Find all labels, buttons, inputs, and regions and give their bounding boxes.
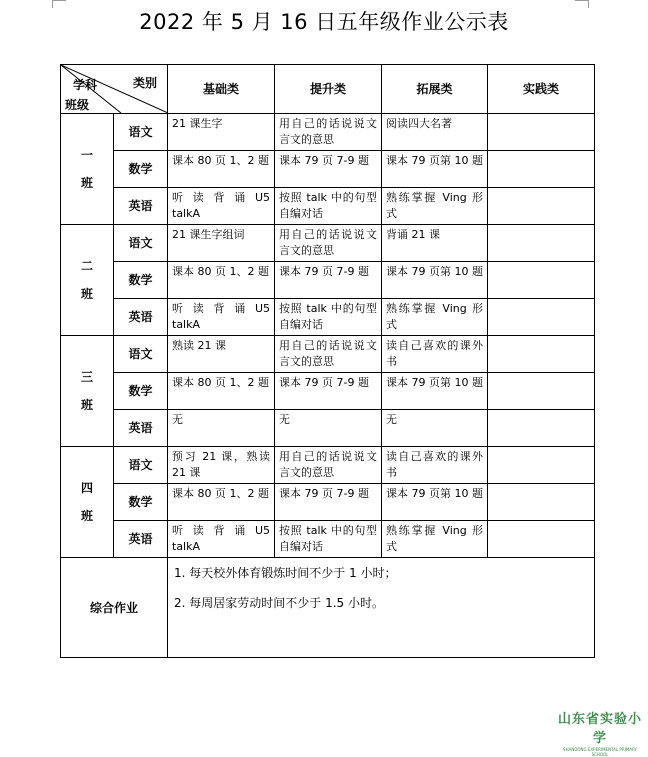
- extend-cell: 熟练掌握 Ving 形式: [382, 188, 488, 225]
- class-row: [61, 299, 595, 336]
- practice-cell: [488, 225, 595, 262]
- practice-cell: [488, 299, 595, 336]
- header-category-label: 类别: [132, 76, 157, 90]
- extend-cell: 熟练掌握 Ving 形式: [382, 299, 488, 336]
- extend-cell: 无: [382, 410, 488, 447]
- header-row: [61, 65, 595, 114]
- practice-cell: [488, 114, 595, 151]
- homework-table: [60, 64, 595, 658]
- class-name-char: 三: [80, 370, 93, 384]
- class-row: [61, 336, 595, 373]
- basic-cell: 21 课生字: [168, 114, 275, 151]
- subject-cell: 语文: [114, 336, 168, 373]
- improve-cell: 课本 79 页 7-9 题: [275, 484, 382, 521]
- header-extend: 拓展类: [382, 65, 488, 114]
- extend-cell: 熟练掌握 Ving 形式: [382, 521, 488, 558]
- class-name-char: 四: [80, 481, 93, 495]
- improve-cell: 按照 talk 中的句型自编对话: [275, 299, 382, 336]
- subject-cell: 英语: [114, 410, 168, 447]
- summary-item: 1. 每天校外体育锻炼时间不少于 1 小时；: [174, 566, 397, 580]
- header-practice: 实践类: [488, 65, 595, 114]
- subject-cell: 语文: [114, 114, 168, 151]
- basic-cell: 课本 80 页 1、2 题: [168, 373, 275, 410]
- summary-item: 2. 每周居家劳动时间不少于 1.5 小时。: [174, 596, 384, 610]
- subject-cell: 语文: [114, 225, 168, 262]
- practice-cell: [488, 410, 595, 447]
- subject-cell: 英语: [114, 188, 168, 225]
- improve-cell: 无: [275, 410, 382, 447]
- subject-cell: 数学: [114, 262, 168, 299]
- header-diagonal-cell: [61, 65, 168, 114]
- practice-cell: [488, 373, 595, 410]
- class-row: [61, 447, 595, 484]
- school-logo-cn: 山东省实验小学: [557, 712, 642, 746]
- header-improve: 提升类: [275, 65, 382, 114]
- improve-cell: 用自己的话说说文言文的意思: [275, 447, 382, 484]
- extend-cell: 课本 79 页第 10 题: [382, 373, 488, 410]
- practice-cell: [488, 262, 595, 299]
- subject-cell: 数学: [114, 373, 168, 410]
- basic-cell: 21 课生字组词: [168, 225, 275, 262]
- practice-cell: [488, 151, 595, 188]
- basic-cell: 无: [168, 410, 275, 447]
- basic-cell: 预习 21 课，熟读 21 课: [168, 447, 275, 484]
- subject-cell: 数学: [114, 484, 168, 521]
- class-name-char: 班: [80, 509, 93, 523]
- subject-cell: 英语: [114, 299, 168, 336]
- subject-cell: 语文: [114, 447, 168, 484]
- class-row: [61, 262, 595, 299]
- extend-cell: 读自己喜欢的课外书: [382, 336, 488, 373]
- class-name-cell: [61, 225, 114, 336]
- page-title: 2022 年 5 月 16 日五年级作业公示表: [139, 10, 509, 34]
- improve-cell: 课本 79 页 7-9 题: [275, 151, 382, 188]
- practice-cell: [488, 447, 595, 484]
- subject-cell: 数学: [114, 151, 168, 188]
- basic-cell: 课本 80 页 1、2 题: [168, 484, 275, 521]
- class-row: [61, 151, 595, 188]
- summary-label: 综合作业: [61, 558, 168, 658]
- improve-cell: 按照 talk 中的句型自编对话: [275, 188, 382, 225]
- improve-cell: 课本 79 页 7-9 题: [275, 373, 382, 410]
- extend-cell: 读自己喜欢的课外书: [382, 447, 488, 484]
- class-name-char: 二: [80, 259, 93, 273]
- class-row: [61, 521, 595, 558]
- basic-cell: 课本 80 页 1、2 题: [168, 262, 275, 299]
- class-row: [61, 225, 595, 262]
- class-name-char: 一: [80, 148, 93, 162]
- class-row: [61, 188, 595, 225]
- class-name-cell: [61, 336, 114, 447]
- class-name-char: 班: [80, 176, 93, 190]
- class-name-cell: [61, 447, 114, 558]
- basic-cell: 熟读 21 课: [168, 336, 275, 373]
- extend-cell: 课本 79 页第 10 题: [382, 484, 488, 521]
- page-corner-mark-right-h: [575, 0, 589, 1]
- page-corner-mark-left-h: [52, 0, 66, 1]
- class-row: [61, 484, 595, 521]
- header-class-label: 班级: [65, 98, 90, 112]
- basic-cell: 课本 80 页 1、2 题: [168, 151, 275, 188]
- extend-cell: 阅读四大名著: [382, 114, 488, 151]
- practice-cell: [488, 484, 595, 521]
- improve-cell: 课本 79 页 7-9 题: [275, 262, 382, 299]
- class-name-char: 班: [80, 287, 93, 301]
- school-logo-en: SHANDONG EXPERIMENTAL PRIMARY SCHOOL: [563, 747, 637, 757]
- class-name-cell: [61, 114, 114, 225]
- header-subject-label: 学科: [73, 78, 98, 92]
- improve-cell: 用自己的话说说文言文的意思: [275, 336, 382, 373]
- practice-cell: [488, 521, 595, 558]
- improve-cell: 用自己的话说说文言文的意思: [275, 225, 382, 262]
- summary-content: [168, 558, 595, 658]
- summary-row: [61, 558, 595, 658]
- subject-cell: 英语: [114, 521, 168, 558]
- extend-cell: 课本 79 页第 10 题: [382, 151, 488, 188]
- practice-cell: [488, 336, 595, 373]
- class-row: [61, 114, 595, 151]
- class-row: [61, 373, 595, 410]
- header-basic: 基础类: [168, 65, 275, 114]
- improve-cell: 按照 talk 中的句型自编对话: [275, 521, 382, 558]
- basic-cell: 听 读 背 诵 U5 talkA: [168, 299, 275, 336]
- basic-cell: 听 读 背 诵 U5 talkA: [168, 521, 275, 558]
- school-logo: [556, 708, 644, 757]
- improve-cell: 用自己的话说说文言文的意思: [275, 114, 382, 151]
- extend-cell: 背诵 21 课: [382, 225, 488, 262]
- class-row: [61, 410, 595, 447]
- class-name-char: 班: [80, 398, 93, 412]
- basic-cell: 听 读 背 诵 U5 talkA: [168, 188, 275, 225]
- extend-cell: 课本 79 页第 10 题: [382, 262, 488, 299]
- practice-cell: [488, 188, 595, 225]
